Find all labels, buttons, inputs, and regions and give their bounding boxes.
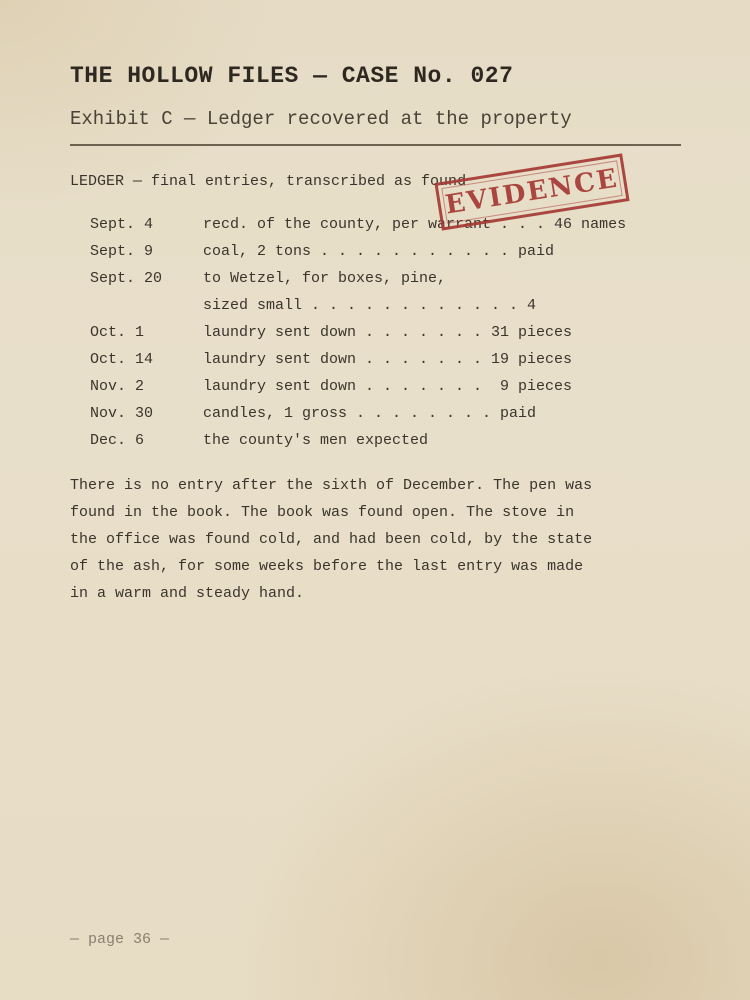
ledger-entry	[90, 378, 573, 405]
entry-date: Dec. 6	[90, 432, 145, 449]
ledger-entry	[90, 297, 537, 324]
entry-text: sized small . . . . . . . . . . . . 4	[203, 297, 537, 314]
ledger-entry	[90, 243, 555, 270]
narrative-line: found in the book. The book was found open. The stove in	[70, 504, 575, 521]
narrative-paragraph	[70, 472, 670, 607]
entry-date: Nov. 2	[90, 378, 145, 395]
page-number: — page 36 —	[70, 931, 170, 948]
entry-text: laundry sent down . . . . . . . 31 pieces	[203, 324, 573, 341]
ledger-entries	[90, 216, 627, 459]
ledger-entry	[90, 270, 447, 297]
entry-date: Sept. 20	[90, 270, 163, 287]
narrative-line: the office was found cold, and had been cold, by the state	[70, 531, 593, 548]
ledger-entry	[90, 351, 573, 378]
ledger-entry	[90, 216, 627, 243]
entry-date: Oct. 1	[90, 324, 145, 341]
exhibit-subtitle: Exhibit C — Ledger recovered at the property	[70, 108, 572, 130]
entry-date: Oct. 14	[90, 351, 154, 368]
case-title: THE HOLLOW FILES — CASE No. 027	[70, 63, 514, 89]
entry-text: laundry sent down . . . . . . . 9 pieces	[203, 378, 573, 395]
entry-date: Sept. 9	[90, 243, 154, 260]
ledger-heading: LEDGER — final entries, transcribed as found	[70, 173, 467, 190]
narrative-line: There is no entry after the sixth of December. The pen was	[70, 477, 593, 494]
ledger-entry	[90, 324, 573, 351]
entry-text: recd. of the county, per warrant . . . 46 names	[203, 216, 627, 233]
header-divider	[70, 144, 681, 146]
narrative-line: in a warm and steady hand.	[70, 585, 305, 602]
entry-text: the county's men expected	[203, 432, 429, 449]
evidence-stamp: EVIDENCE	[434, 153, 629, 230]
narrative-line: of the ash, for some weeks before the last entry was made	[70, 558, 584, 575]
ledger-entry	[90, 405, 537, 432]
entry-date: Nov. 30	[90, 405, 154, 422]
entry-text: candles, 1 gross . . . . . . . . paid	[203, 405, 537, 422]
entry-date: Sept. 4	[90, 216, 154, 233]
entry-text: coal, 2 tons . . . . . . . . . . . paid	[203, 243, 555, 260]
entry-text: to Wetzel, for boxes, pine,	[203, 270, 447, 287]
ledger-entry	[90, 432, 429, 459]
entry-text: laundry sent down . . . . . . . 19 pieces	[203, 351, 573, 368]
